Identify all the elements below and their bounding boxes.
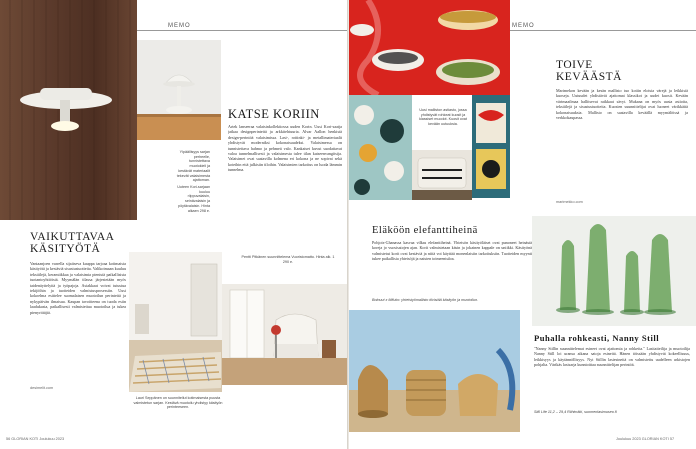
textile-photo [348,95,412,200]
rug-room-photo [129,252,222,392]
memo-label-left: MEMO [168,23,191,29]
chair-room-photo [222,284,348,385]
glass-photo [532,216,696,326]
memo-rule-left [137,30,348,31]
lamp-illustration [0,0,137,220]
tray-photo [472,95,510,198]
left-footer [6,437,64,441]
right-magazine-name: GLORIAN KOTI [641,437,669,441]
basket-photo [348,310,520,432]
right-footer [616,437,674,441]
rug-caption: Pentti Pitkänen suunnittelema Vuoristomatto. Hinta alk. 1 290 e. [241,255,335,264]
katse-title: KATSE KORIIN [228,107,320,121]
bottom-caption: Lauri Seppänen on suunnitellut kotimaisesta puusta valmistetun sarjan. Kestävä muotoilu yhdistyy käsityön perinteeseen. [133,396,223,410]
lamp-caption-1: Ylpäällisyys sarjan perheelle, tunnistettava muotokieli ja kestävät materiaalit tekevät valaisimesta ajattoman. [176,150,210,183]
puhalla-url: Still Life 11,2 – 29,4 Riihimäki, suomenlasimuseo.fi [534,410,617,414]
right-issue: Joulukuu 2023 [616,437,641,441]
left-page-number: 56 [6,437,11,441]
puhalla-title: Puhalla rohkeasti, Nanny Still [534,333,660,343]
lamp-caption-2: Uuteen Kori-sarjaan kuuluu riippuvalaisin, seinävalaisin ja pöytävalaisin. Hinta alkaen 298 e. [177,185,210,213]
lamp-photo-small [137,40,221,140]
toive-title-line2: KEVÄÄSTÄ [556,71,622,83]
tableware-photo [348,0,510,95]
katse-body: Artek lanseeraa valaisinkollektiossa uuden Korin. Uusi Kori-saatja jatkaa designperinteitä ja arkkitehtuuria. Alvar Aallon henkistä design-perintöä valaisimissa. Lasi-, rottinki- ja metallimateriaalit yhdistyvät moderniksi kokonaisuudeksi. Valaisimessa on tunnistettava hahmo ja pehmeä valo. Kankaiset kuvut suodattavat valoa tunnelmallisesti ja valaisimesta tulee tilan katseenvangitsija. Valaisimet ovat saatavilla kolmena eri kokona ja ne sopivat sekä koteihin että julkisiin tiloihin. Valaisimien tarkoitus on luoda lämmin tunnelma. [228,124,342,173]
left-magazine-name: GLORIAN KOTI [11,437,39,441]
toive-body: Marimekon kevään ja kesän mallisto tuo kotiin eloisia värejä ja leikkisiä kuoseja. Uutuudet yhdistävät ajattomat klassikot ja uudet kuosit. Kevään värimaailmaa hallitsevat raikkaat sävyt. Mukana on myös uusia astioita, tekstiilejä ja sisustustuotteita. Kuosien suunnittelijat ovat luoneet värikkäitä kokonaisuuksia. Mallisto on saatavilla keväällä myymälöissä ja verkkokaupassa. [556,88,688,121]
cushion-photo [412,150,472,200]
lamp-photo-large [0,0,137,220]
spread-spine [347,0,349,449]
kasityo-body: Vantaanjoen varrella sijaitseva kauppa tarjoaa kotimaista käsityötä ja kestäviä sisustustuotteita. Valikoimaan kuuluu tekstiilejä, keramiikkaa ja valaisimia pienistä paikallisista tuotantoyhtiöistä. Myymälän tilassa järjestetään myös taidenäyttelyitä ja työpajoja. Asiakkaat voivat tutustua tekijöihin ja tuotteiden valmistusprosessiin. Uusi kokoelma esittelee suomalaisen muotoilun perinteitä ja nykypäivän ilmaisua. Kaupan tavoitteena on tuoda esiin laadukasta, paikallisesti valmistettua muotoilua ja tukea pienyrittäjiä. [30,261,126,315]
kasityo-url: desimelit.com [30,386,54,390]
memo-label-right: MEMO [512,23,535,29]
elakoon-title: Eläköön elefanttiheinä [372,225,478,236]
puhalla-body: "Nanny Stillin suunnittelemat esineet ovat ajattomia ja rohkeita." Lasitaiteilija ja muotoilija Nanny Still loi uransa aikana satoja esineitä. Hänen töissään yhdistyvät kokeellisuus, leikkisyys ja käytännöllisyys. Nyt Stillin lasiesineitä on valmistettu uudelleen arkistojen pohjalta. Värikäs lasisarja kunnioittaa suunnittelijan perintöä. [534,346,690,368]
toive-url: marimekko.com [556,200,583,204]
right-page-number: 57 [669,437,675,441]
kasityo-title-line1: VAIKUTTAVAA [30,231,115,243]
elakoon-caption: Bolnuut x Mifuko: yhteistyömallisto tiivistää käsityön ja muotoilun. [372,298,479,302]
left-issue: Joulukuu 2023 [39,437,65,441]
elakoon-body: Pohjois-Ghanassa kasvaa vilkas elefanttiheinä. Yhteisön käsityöläiset ovat punoneet heinästä koreja jo vuosisatojen ajan. Korit valmistetaan käsin ja jokainen kappale on uniikki. Käsityönä valmistetut korit ovat kestäviä ja niitä voi käyttää monenlaisiin tarkoituksiin. Tuotteiden myynti tukee paikallisia yhteisöjä ja naisten toimeentuloa. [372,240,532,262]
kasityo-title-line2: KÄSITYÖTÄ [30,243,101,255]
tableware-caption: Uusi malliston astiasto, jossa yhdistyvät rohkeat kuosit ja klassiset muodot. Kuosit ovat kevään uutuuksia. [419,108,467,127]
memo-rule-right [510,30,696,31]
right-page [348,0,696,449]
toive-title-line1: TOIVE [556,59,593,71]
